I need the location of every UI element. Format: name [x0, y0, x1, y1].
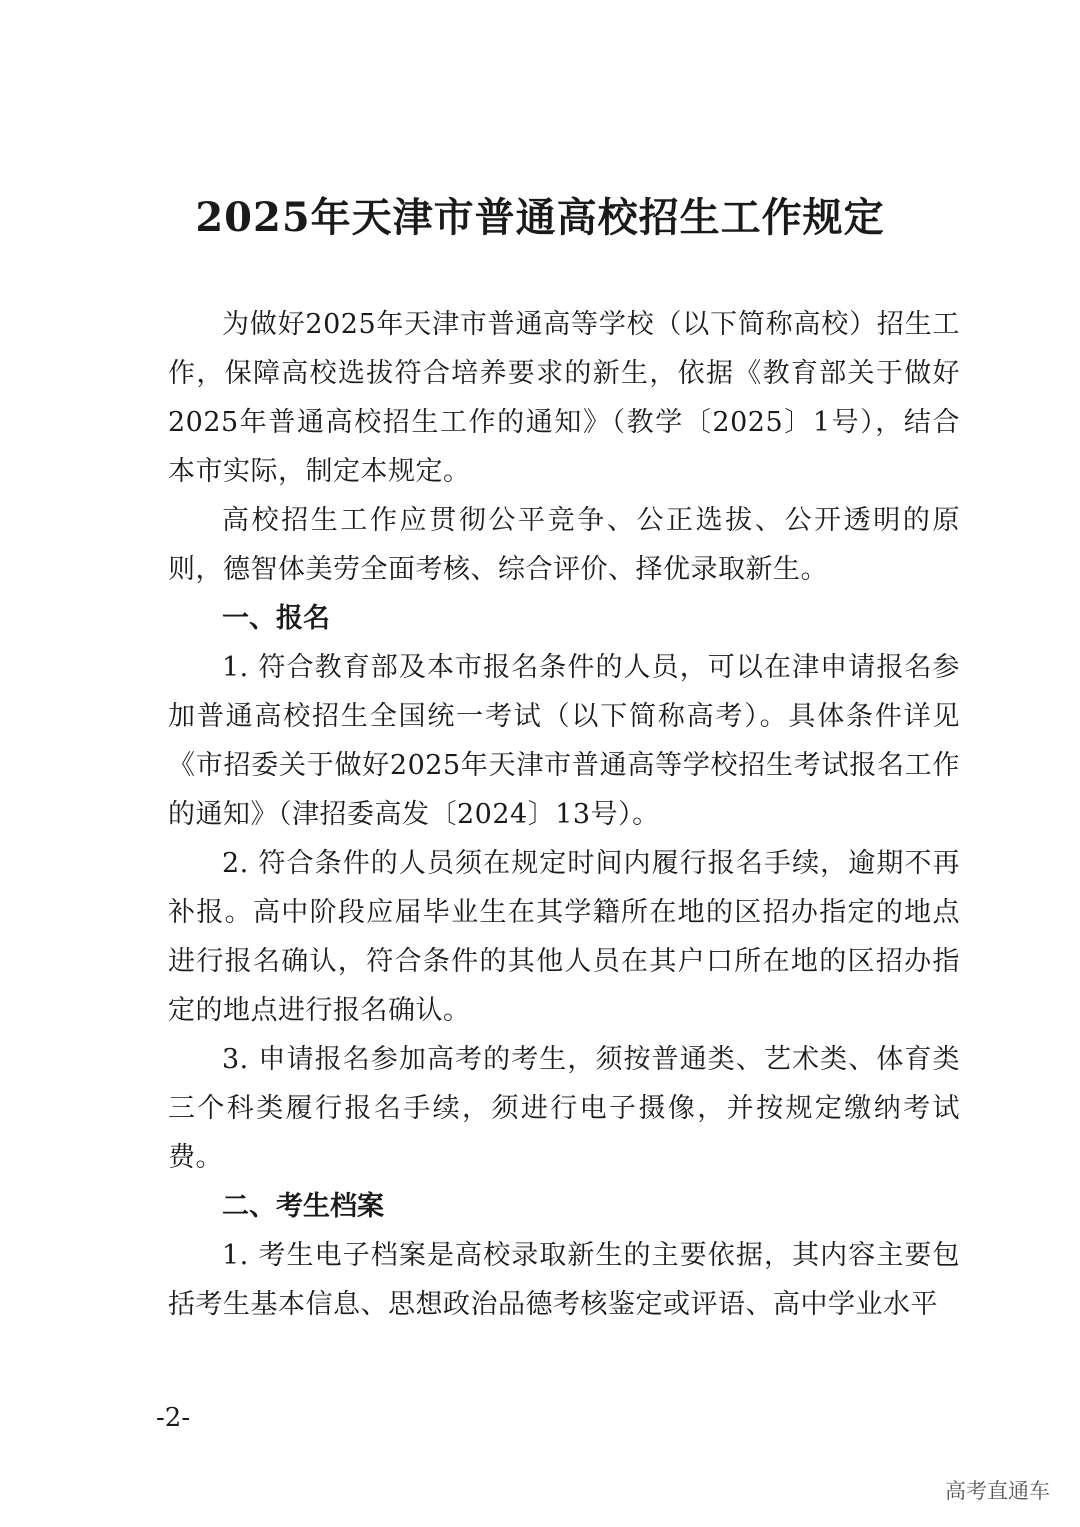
section-heading-student-files: 二、考生档案: [222, 1191, 384, 1222]
student-files-item-1: 1. 考生电子档案是高校录取新生的主要依据，其内容主要包括考生基本信息、思想政治品德考核鉴定或评语、高中学业水平: [168, 1240, 960, 1320]
page-number: -2-: [156, 1403, 191, 1433]
principle-paragraph: 高校招生工作应贯彻公平竞争、公正选拔、公开透明的原则，德智体美劳全面考核、综合评价、择优录取新生。: [168, 505, 960, 585]
document-body: [168, 300, 960, 1329]
registration-item-2: 2. 符合条件的人员须在规定时间内履行报名手续，逾期不再补报。高中阶段应届毕业生在其学籍所在地的区招办指定的地点进行报名确认，符合条件的其他人员在其户口所在地的区招办指定的地点进行报名确认。: [168, 848, 960, 1026]
page-title: 2025年天津市普通高校招生工作规定: [195, 194, 885, 241]
registration-item-3: 3. 申请报名参加高考的考生，须按普通类、艺术类、体育类三个科类履行报名手续，须进行电子摄像，并按规定缴纳考试费。: [168, 1044, 960, 1173]
section-heading-registration: 一、报名: [222, 603, 330, 634]
source-watermark: 高考直通车: [945, 1479, 1050, 1503]
registration-item-1: 1. 符合教育部及本市报名条件的人员，可以在津申请报名参加普通高校招生全国统一考试（以下简称高考）。具体条件详见《市招委关于做好2025年天津市普通高等学校招生考试报名工作的通知》（津招委高发〔2024〕13号）。: [168, 652, 960, 830]
intro-paragraph: 为做好2025年天津市普通高等学校（以下简称高校）招生工作，保障高校选拔符合培养要求的新生，依据《教育部关于做好2025年普通高校招生工作的通知》（教学〔2025〕1号），结合本市实际，制定本规定。: [168, 309, 960, 487]
